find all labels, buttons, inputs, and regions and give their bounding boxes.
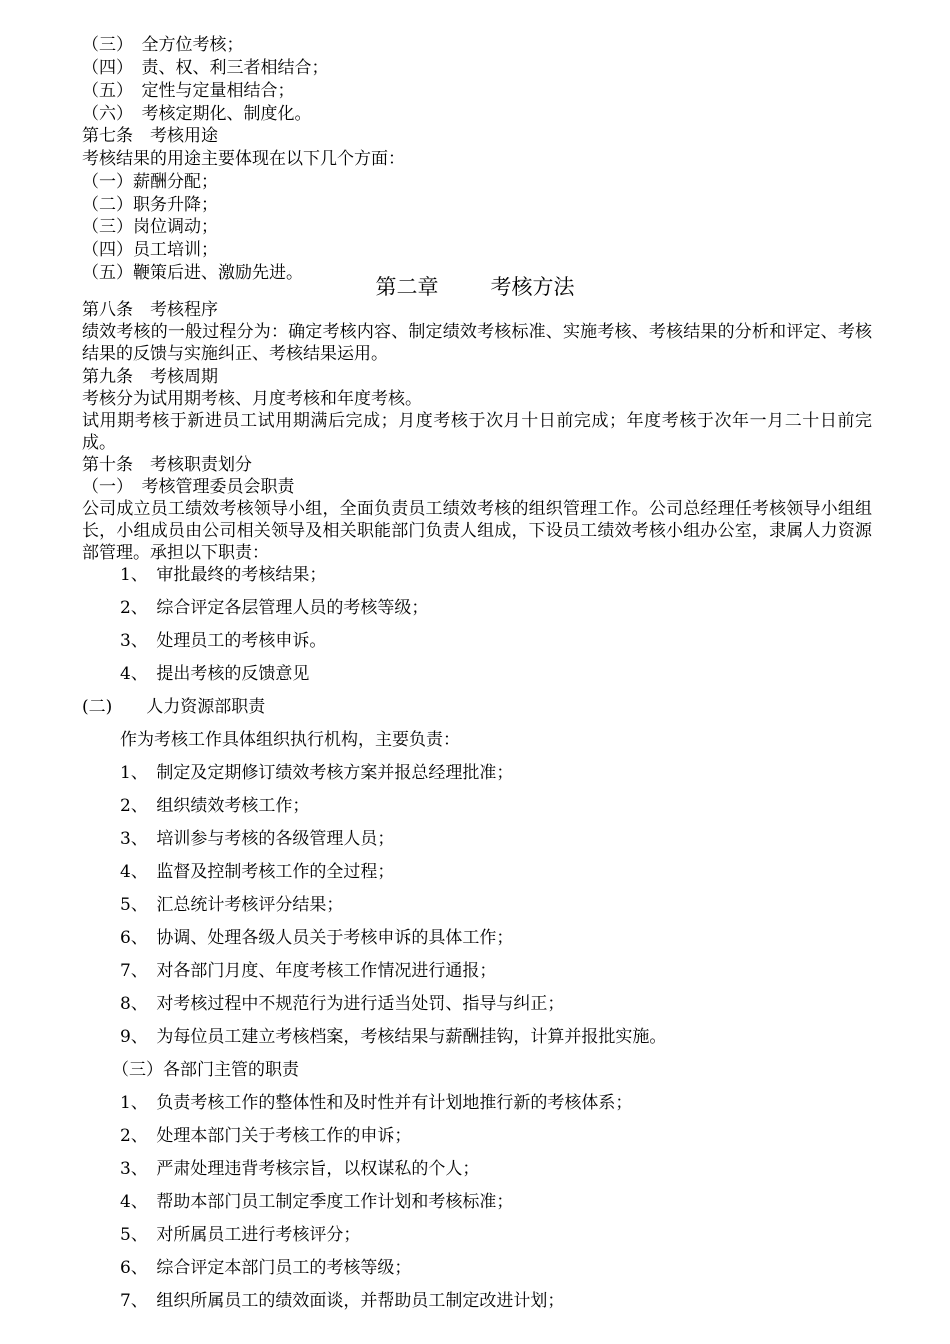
list-item: 2、 组织绩效考核工作； [120, 796, 310, 816]
list-item: 4、 监督及控制考核工作的全过程； [120, 862, 395, 882]
section-heading: (二) 人力资源部职责 [82, 697, 266, 717]
list-item: 9、 为每位员工建立考核档案，考核结果与薪酬挂钩，计算并报批实施。 [120, 1027, 667, 1047]
list-item: 2、 处理本部门关于考核工作的申诉； [120, 1126, 412, 1146]
section-body: 公司成立员工绩效考核领导小组，全面负责员工绩效考核的组织管理工作。公司总经理任考核领导小组组长，小组成员由公司相关领导及相关职能部门负责人组成，下设员工绩效考核小组办公室，隶属人力资源部管理。承担以下职责： [82, 499, 872, 563]
list-item: 3、 严肃处理违背考核宗旨，以权谋私的个人； [120, 1159, 480, 1179]
section-intro: 作为考核工作具体组织执行机构，主要负责： [120, 730, 460, 750]
article-7-intro: 考核结果的用途主要体现在以下几个方面： [82, 149, 405, 169]
list-item: 8、 对考核过程中不规范行为进行适当处罚、指导与纠正； [120, 994, 565, 1014]
list-item: （一）薪酬分配； [82, 172, 218, 192]
list-item: 6、 协调、处理各级人员关于考核申诉的具体工作； [120, 928, 514, 948]
list-item: （四） 责、权、利三者相结合； [82, 58, 329, 78]
list-item: 7、 组织所属员工的绩效面谈，并帮助员工制定改进计划； [120, 1291, 565, 1311]
list-item: 5、 汇总统计考核评分结果； [120, 895, 344, 915]
chapter-name: 考核方法 [490, 275, 575, 299]
list-item: 4、 帮助本部门员工制定季度工作计划和考核标准； [120, 1192, 514, 1212]
list-item: 3、 处理员工的考核申诉。 [120, 631, 327, 651]
list-item: 4、 提出考核的反馈意见 [120, 664, 310, 684]
article-7-heading: 第七条 考核用途 [82, 126, 218, 146]
list-item: （三） 全方位考核； [82, 35, 244, 55]
list-item: 6、 综合评定本部门员工的考核等级； [120, 1258, 412, 1278]
list-item: 2、 综合评定各层管理人员的考核等级； [120, 598, 429, 618]
article-8-body: 绩效考核的一般过程分为：确定考核内容、制定绩效考核标准、实施考核、考核结果的分析和评定、考核结果的反馈与实施纠正、考核结果运用。 [82, 322, 872, 364]
list-item: （五）鞭策后进、激励先进。 [82, 263, 303, 283]
list-item: 3、 培训参与考核的各级管理人员； [120, 829, 395, 849]
list-item: 1、 制定及定期修订绩效考核方案并报总经理批准； [120, 763, 514, 783]
list-item: 1、 审批最终的考核结果； [120, 565, 327, 585]
list-item: 1、 负责考核工作的整体性和及时性并有计划地推行新的考核体系； [120, 1093, 633, 1113]
list-item: （五） 定性与定量相结合； [82, 81, 295, 101]
list-item: （三）岗位调动； [82, 217, 218, 237]
list-item: （二）职务升降； [82, 195, 218, 215]
section-heading: （三）各部门主管的职责 [112, 1060, 299, 1080]
list-item: （六） 考核定期化、制度化。 [82, 104, 312, 124]
article-9-line-1: 考核分为试用期考核、月度考核和年度考核。 [82, 389, 422, 409]
list-item: 5、 对所属员工进行考核评分； [120, 1225, 361, 1245]
chapter-title [0, 274, 950, 300]
list-item: 7、 对各部门月度、年度考核工作情况进行通报； [120, 961, 497, 981]
article-10-heading: 第十条 考核职责划分 [82, 455, 252, 475]
article-9-heading: 第九条 考核周期 [82, 367, 218, 387]
section-heading: （一） 考核管理委员会职责 [82, 477, 295, 497]
chapter-number: 第二章 [375, 275, 439, 299]
article-8-heading: 第八条 考核程序 [82, 300, 218, 320]
list-item: （四）员工培训； [82, 240, 218, 260]
article-9-line-2: 试用期考核于新进员工试用期满后完成；月度考核于次月十日前完成；年度考核于次年一月二十日前完成。 [82, 411, 872, 453]
